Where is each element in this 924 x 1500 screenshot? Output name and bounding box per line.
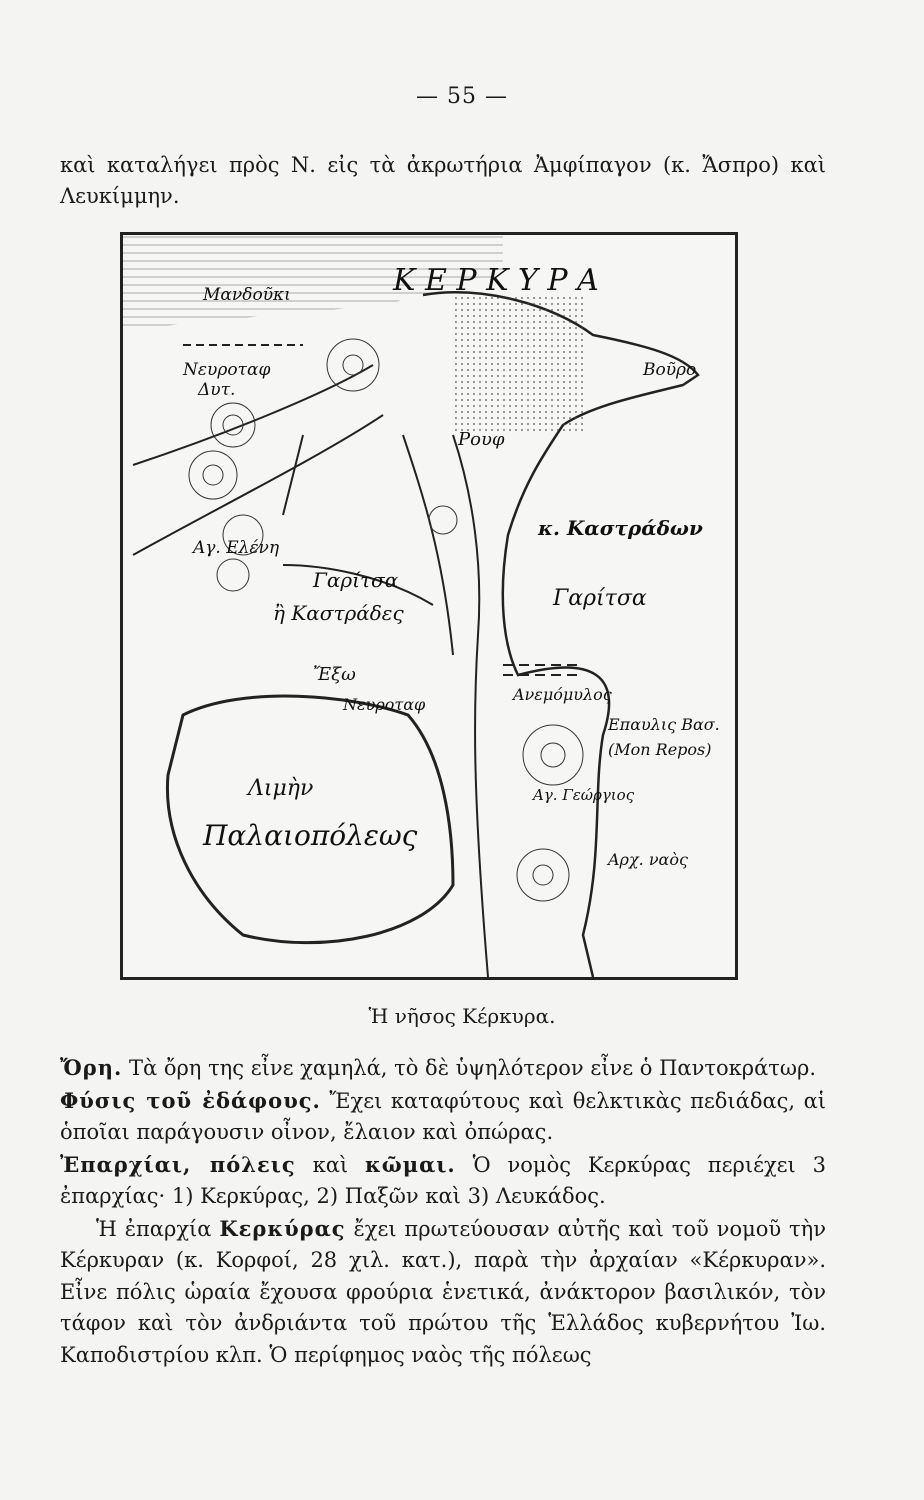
label-mon-repos: (Mon Repos) [608,740,712,759]
paragraph-fysis [60,1085,826,1149]
label-dyt: Δυτ. [198,380,236,400]
text-ori: Τὰ ὄρη της εἶνε χαμηλά, τὸ δὲ ὑψηλότερον εἶνε ὁ Παντοκράτωρ. [122,1056,817,1080]
text-eparchiai-kai: καὶ [295,1152,365,1177]
road-2 [133,415,383,555]
label-garitsa-2: Γαρίτσα [553,586,647,611]
label-rou: Ρουφ [458,429,505,450]
text-kerkyras-pre: Ἡ ἐπαρχία [96,1216,220,1241]
heading-komai: κῶμαι. [364,1151,456,1177]
text-kerkyras: ἔχει πρωτεύουσαν αὐτῆς καὶ τοῦ νομοῦ τὴν Κέρκυραν (κ. Κορφοί, 28 χιλ. κατ.), παρὰ τὴν ἀρχαίαν «Κέρκυραν». Εἶνε πόλις ὡραία ἔχουσα φρούρια ἑνετικά, ἀνάκτορον βασιλικόν, τὸν τάφον καὶ τὸν ἀνδριάντα τοῦ πρώτου τῆς Ἑλλάδος κυβερνήτου Ἰω. Καποδιστρίου κλπ. Ὁ περίφημος ναὸς τῆς πόλεως [60,1216,826,1367]
label-limen: Λιμὴν [248,776,314,801]
road-6 [283,435,303,515]
label-mandouki: Μανδοῦκι [203,285,291,305]
road-4 [403,435,453,655]
label-palaiopoleos: Παλαιοπόλεως [203,819,418,852]
label-neurotaf: Νευροταφ [183,360,271,380]
body-text [60,1052,826,1371]
label-neurotaf-2: Νευροταφ [343,695,426,714]
label-exo: Ἔξω [313,664,356,685]
label-bouro: Βοῦρο [643,360,697,380]
label-ag-eleni: Αγ. Ελένη [193,538,280,558]
intro-paragraph: καὶ καταλήγει πρὸς Ν. εἰς τὰ ἀκρωτήρια Ἀμφίπαγον (κ. Ἄσπρο) καὶ Λευκίμμην. [60,153,826,208]
heading-kerkyras: Κερκύρας [219,1215,346,1241]
paragraph-eparchiai [60,1149,826,1213]
paragraph-ori [60,1052,826,1085]
page-number: — 55 — [416,84,508,109]
road-5 [453,435,488,977]
text-eparchiai: Ὁ νομὸς Κερκύρας περιέχει 3 ἐπαρχίας· 1) Κερκύρας, 2) Παξῶν καὶ 3) Λευκάδος. [60,1152,827,1208]
paragraph-kerkyras [60,1213,826,1372]
label-k-kastradon: κ. Καστράδων [538,516,703,540]
map-caption: Ἡ νῆσος Κέρκυρα. [368,1004,556,1028]
heading-fysis: Φύσις τοῦ ἐδάφους. [60,1087,321,1113]
map-of-kerkyra [120,232,738,980]
label-ar-naos: Αρχ. ναὸς [608,850,688,869]
label-kastrades: ἢ Καστράδες [273,601,404,625]
map-drawing [123,235,735,977]
heading-eparchiai: Ἐπαρχίαι, πόλεις [60,1151,296,1177]
text-fysis: Ἔχει καταφύτους καὶ θελκτικὰς πεδιάδας, αἱ ὁποῖαι παράγουσιν οἶνον, ἔλαιον καὶ ὀπώρας. [60,1088,826,1144]
heading-ori: Ὄρη. [60,1055,123,1080]
label-anemomylos: Ανεμόμυλος [513,685,612,704]
label-kerkyra: Κ Ε Ρ Κ Υ Ρ Α [393,263,599,298]
label-garitsa-1: Γαρίτσα [313,568,399,592]
label-epaulis: Επαυλις Βασ. [608,715,720,734]
town-area [453,295,583,435]
label-ag-georgios: Αγ. Γεώργιος [533,786,635,804]
